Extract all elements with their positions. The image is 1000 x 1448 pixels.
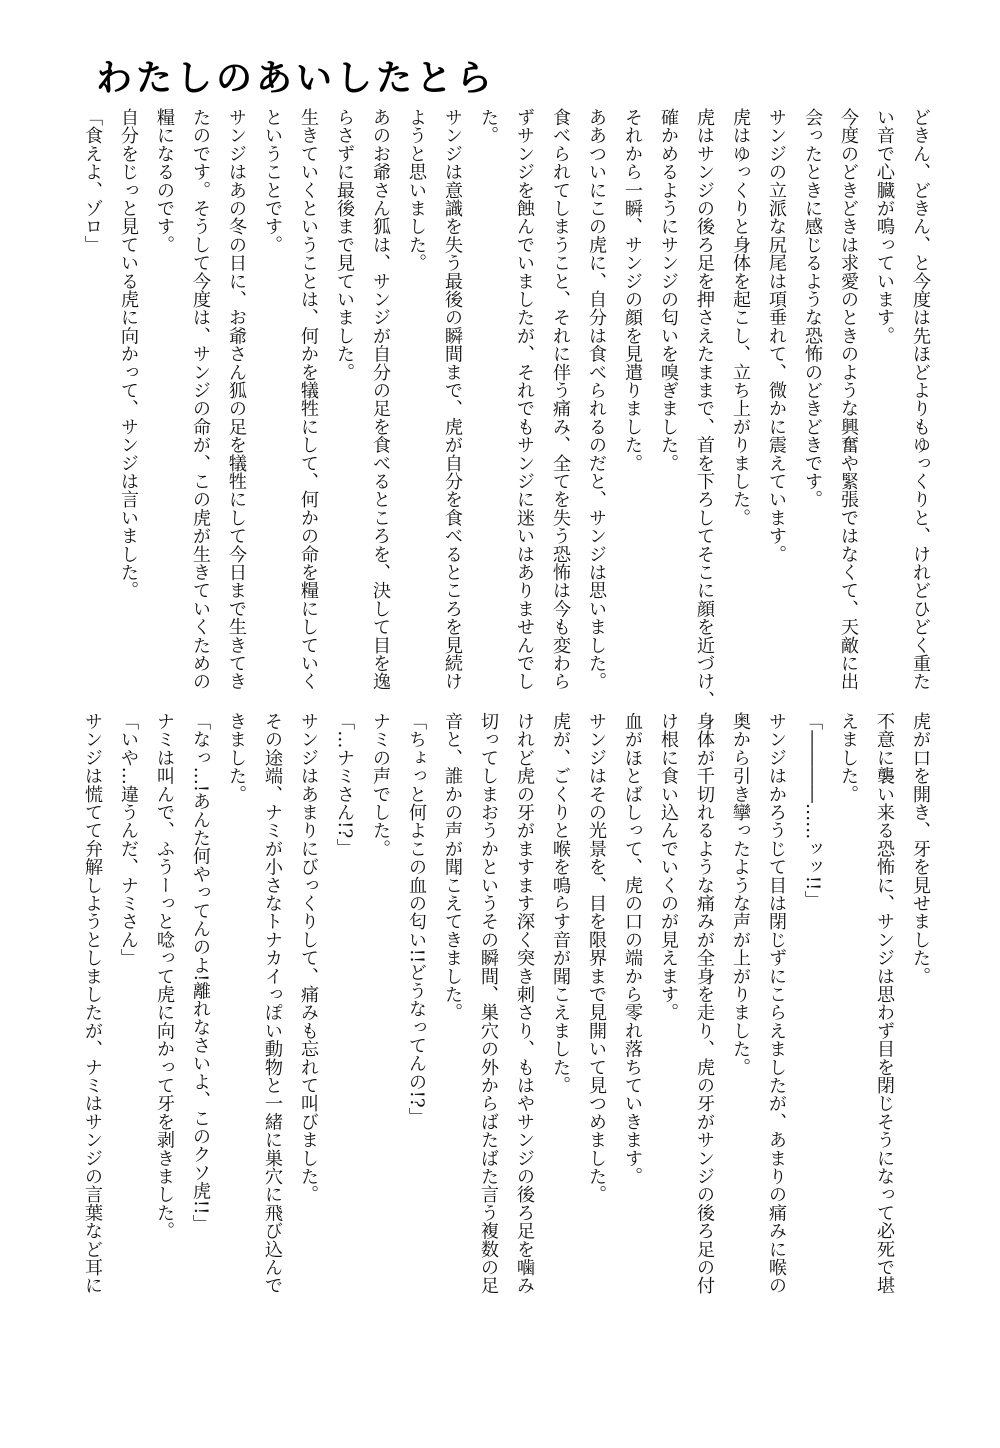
text-line: えました。 bbox=[838, 712, 859, 803]
text-line: い音で心臓が鳴っています。 bbox=[874, 108, 895, 345]
text-line: どきん、どきん、と今度は先ほどよりもゆっくりと、けれどひどく重た bbox=[910, 108, 931, 691]
text-line: けれど虎の牙がますます深く突き刺さり、もはやサンジの後ろ足を噛み bbox=[514, 712, 535, 1295]
text-line: サンジはあまりにびっくりして、痛みも忘れて叫びました。 bbox=[298, 712, 319, 1204]
text-line: 会ったときに感じるような恐怖のどきどきです。 bbox=[802, 108, 823, 509]
text-line: サンジはその光景を、目を限界まで見開いて見つめました。 bbox=[586, 712, 607, 1204]
text-line: 「なっ…!あんた何やってんのよ!離れなさいよ、このクソ虎!!」 bbox=[190, 712, 211, 1233]
text-line: 音と、誰かの声が聞こえてきました。 bbox=[442, 712, 463, 1022]
text-line: 今度のどきどきは求愛のときのような興奮や緊張ではなくて、天敵に出 bbox=[838, 108, 859, 691]
text-line: 「ちょっと何よこの血の匂い!!どうなってんの!?」 bbox=[406, 712, 427, 1126]
text-line: 虎が、ごくりと喉を鳴らす音が聞こえました。 bbox=[550, 712, 571, 1095]
text-line: ナミの声でした。 bbox=[370, 712, 391, 858]
text-line: サンジはかろうじて目は閉じずにこらえましたが、あまりの痛みに喉の bbox=[766, 712, 787, 1295]
text-line: ああついにこの虎に、自分は食べられるのだと、サンジは思いました。 bbox=[586, 108, 607, 691]
text-line: 虎はゆっくりと身体を起こし、立ち上がりました。 bbox=[730, 108, 751, 527]
text-line: ずサンジを蝕んでいましたが、それでもサンジに迷いはありませんでし bbox=[514, 108, 535, 691]
text-line: ようと思いました。 bbox=[406, 108, 427, 272]
text-line: サンジは慌てて弁解しようとしましたが、ナミはサンジの言葉など耳に bbox=[82, 712, 103, 1295]
text-line: 「食えよ、ゾロ」 bbox=[82, 108, 103, 254]
story-title: わたしのあいしたとら bbox=[96, 58, 497, 99]
text-line: 自分をじっと見ている虎に向かって、サンジは言いました。 bbox=[118, 108, 139, 600]
text-line: 「いや…違うんだ、ナミさん」 bbox=[118, 712, 139, 967]
text-block-bottom bbox=[82, 712, 938, 1317]
text-line: 「――――……ッッ!!」 bbox=[802, 712, 823, 909]
text-line: 切ってしまおうかというその瞬間、巣穴の外からばたばた言う複数の足 bbox=[478, 712, 499, 1295]
text-line: サンジは意識を失う最後の瞬間まで、虎が自分を食べるところを見続け bbox=[442, 108, 463, 691]
text-line: 奥から引き攣ったような声が上がりました。 bbox=[730, 712, 751, 1076]
text-line: 食べられてしまうこと、それに伴う痛み、全てを失う恐怖は今も変わら bbox=[550, 108, 571, 691]
text-line: 糧になるのです。 bbox=[154, 108, 175, 254]
text-line: 身体が千切れるような痛みが全身を走り、虎の牙がサンジの後ろ足の付 bbox=[694, 712, 715, 1295]
text-block-top bbox=[82, 108, 938, 713]
text-line: 不意に襲い来る恐怖に、サンジは思わず目を閉じそうになって必死で堪 bbox=[874, 712, 895, 1295]
text-line: 生きていくということは、何かを犠牲にして、何かの命を糧にしていく bbox=[298, 108, 319, 691]
text-line: 確かめるようにサンジの匂いを嗅ぎました。 bbox=[658, 108, 679, 472]
text-line: 血がほとばしって、虎の口の端から零れ落ちていきます。 bbox=[622, 712, 643, 1186]
text-line: それから一瞬、サンジの顔を見遣りました。 bbox=[622, 108, 643, 472]
text-line: あのお爺さん狐は、サンジが自分の足を食べるところを、決して目を逸 bbox=[370, 108, 391, 691]
text-line: その途端、ナミが小さなトナカイっぽい動物と一緒に巣穴に飛び込んで bbox=[262, 712, 283, 1295]
text-line: サンジはあの冬の日に、お爺さん狐の足を犠牲にして今日まで生きてき bbox=[226, 108, 247, 691]
text-line: たのです。そうして今度は、サンジの命が、この虎が生きていくための bbox=[190, 108, 211, 691]
text-line: ということです。 bbox=[262, 108, 283, 254]
text-line: け根に食い込んでいくのが見えます。 bbox=[658, 712, 679, 1022]
text-line: ナミは叫んで、ふうーっと唸って虎に向かって牙を剥きました。 bbox=[154, 712, 175, 1240]
text-line: 虎はサンジの後ろ足を押さえたままで、首を下ろしてそこに顔を近づけ、 bbox=[694, 108, 715, 709]
text-line: きました。 bbox=[226, 712, 247, 803]
text-line: サンジの立派な尻尾は項垂れて、微かに震えています。 bbox=[766, 108, 787, 563]
text-line: た。 bbox=[478, 108, 499, 145]
text-line: らさずに最後まで見ていました。 bbox=[334, 108, 355, 381]
text-line: 「…ナミさん!?」 bbox=[334, 712, 355, 857]
text-line: 虎が口を開き、牙を見せました。 bbox=[910, 712, 931, 985]
